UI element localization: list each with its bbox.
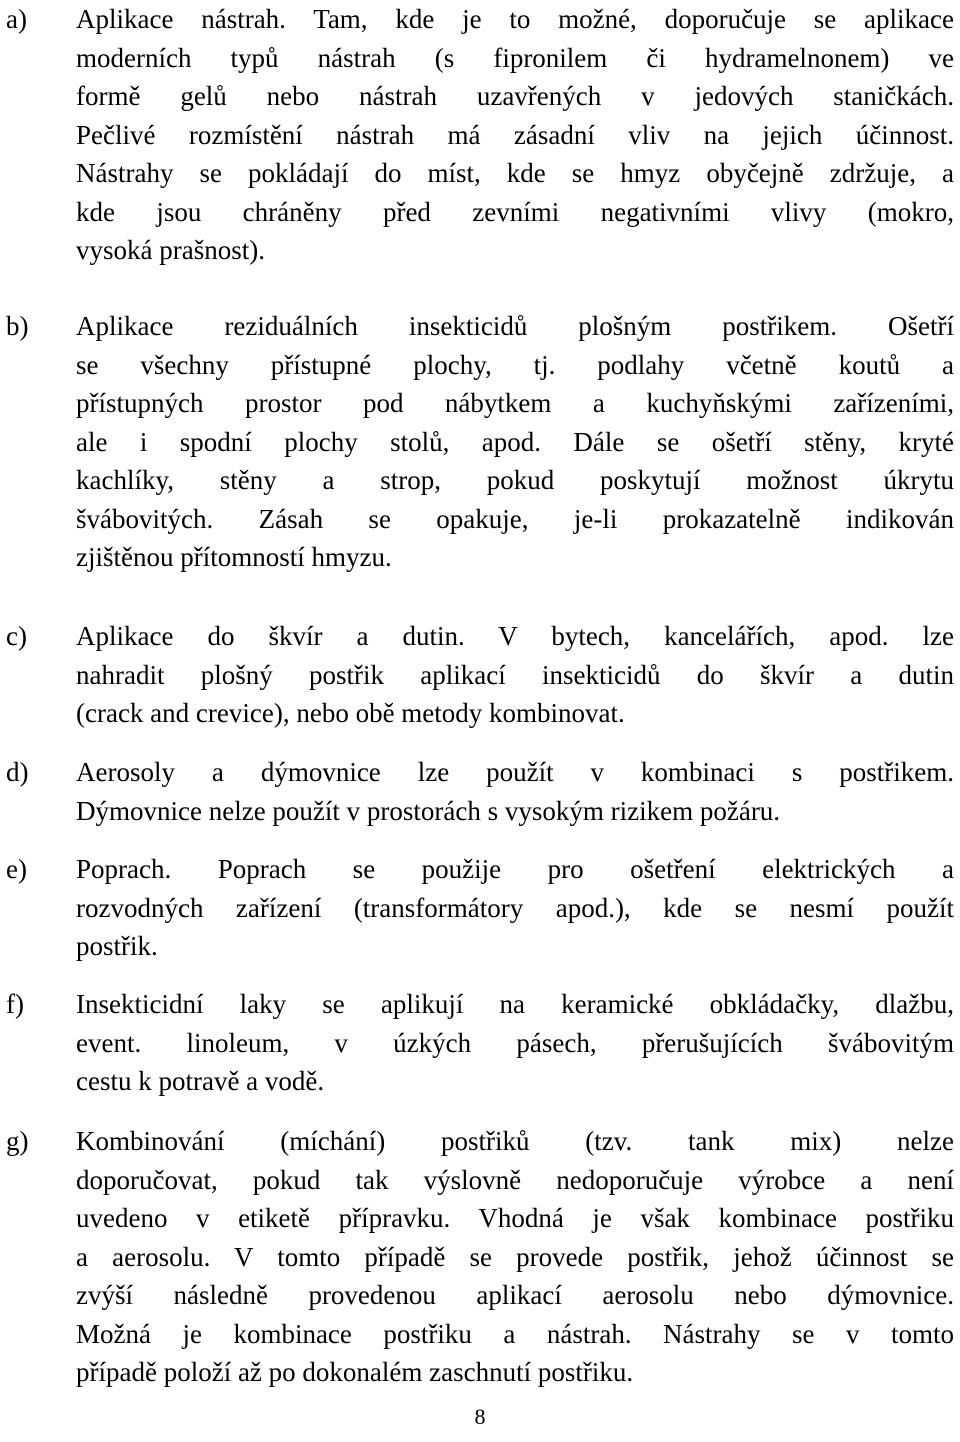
text-line: Aplikace nástrah. Tam, kde je to možné, doporučuje se aplikace xyxy=(76,4,954,34)
text-line: případě položí až po dokonalém zaschnutí postřiku. xyxy=(76,1357,634,1387)
list-item-text xyxy=(76,1122,954,1392)
list-item-text xyxy=(76,0,954,270)
text-line: Pečlivé rozmístění nástrah má zásadní vliv na jejich účinnost. xyxy=(76,119,954,150)
list-marker: f) xyxy=(6,989,24,1019)
text-line: zvýší následně provedenou aplikací aerosolu nebo dýmovnice. xyxy=(76,1280,954,1310)
text-line: kde jsou chráněny před zevními negativními vlivy (mokro, xyxy=(76,196,954,227)
text-line: cestu k potravě a vodě. xyxy=(76,1066,325,1096)
text-line: postřik. xyxy=(76,931,158,961)
text-line: uvedeno v etiketě přípravku. Vhodná je však kombinace postřiku xyxy=(76,1203,954,1233)
text-line: Aplikace do škvír a dutin. V bytech, kancelářích, apod. lze xyxy=(76,621,954,651)
text-line: Nástrahy se pokládají do míst, kde se hmyz obyčejně zdržuje, a xyxy=(76,158,954,188)
list-item-text xyxy=(76,617,954,733)
list-marker: c) xyxy=(6,621,27,651)
text-line: Dýmovnice nelze použít v prostorách s vysokým rizikem požáru. xyxy=(76,795,781,826)
list-item-text xyxy=(76,307,954,577)
list-marker: g) xyxy=(6,1126,29,1156)
text-line: Možná je kombinace postřiku a nástrah. Nástrahy se v tomto xyxy=(76,1318,954,1349)
list-marker: b) xyxy=(6,311,29,341)
list-marker: d) xyxy=(6,757,29,787)
text-line: rozvodných zařízení (transformátory apod.), kde se nesmí použít xyxy=(76,892,954,923)
text-line: kachlíky, stěny a strop, pokud poskytují možnost úkrytu xyxy=(76,465,954,495)
page-number: 8 xyxy=(474,1404,486,1429)
text-line: Insekticidní laky se aplikují na keramické obkládačky, dlažbu, xyxy=(76,989,954,1019)
text-line: (crack and crevice), nebo obě metody kombinovat. xyxy=(76,698,625,728)
text-line: moderních typů nástrah (s fipronilem či hydramelnonem) ve xyxy=(76,42,954,73)
text-line: formě gelů nebo nástrah uzavřených v jedových staničkách. xyxy=(76,81,954,111)
list-item-text xyxy=(76,753,954,830)
list-marker: e) xyxy=(6,854,27,884)
text-line: a aerosolu. V tomto případě se provede postřik, jehož účinnost se xyxy=(76,1241,954,1272)
text-line: se všechny přístupné plochy, tj. podlahy včetně koutů a xyxy=(76,349,954,380)
text-line: nahradit plošný postřik aplikací insekticidů do škvír a dutin xyxy=(76,659,954,690)
text-line: Aplikace reziduálních insekticidů plošným postřikem. Ošetří xyxy=(76,311,954,341)
text-line: Poprach. Poprach se použije pro ošetření elektrických a xyxy=(76,854,954,884)
text-line: zjištěnou přítomností hmyzu. xyxy=(76,542,392,572)
text-line: ale i spodní plochy stolů, apod. Dále se ošetří stěny, kryté xyxy=(76,426,954,457)
text-line: Aerosoly a dýmovnice lze použít v kombinaci s postřikem. xyxy=(76,757,954,787)
text-line: přístupných prostor pod nábytkem a kuchyňskými zařízeními, xyxy=(76,388,954,418)
text-line: doporučovat, pokud tak výslovně nedoporučuje výrobce a není xyxy=(76,1164,954,1195)
list-item-text xyxy=(76,985,954,1101)
text-line: švábovitých. Zásah se opakuje, je-li prokazatelně indikován xyxy=(76,503,954,534)
text-line: vysoká prašnost). xyxy=(76,235,265,265)
text-line: Kombinování (míchání) postřiků (tzv. tank mix) nelze xyxy=(76,1126,954,1156)
list-marker: a) xyxy=(6,4,27,34)
text-line: event. linoleum, v úzkých pásech, přerušujících švábovitým xyxy=(76,1027,954,1058)
list-item-text xyxy=(76,850,954,966)
